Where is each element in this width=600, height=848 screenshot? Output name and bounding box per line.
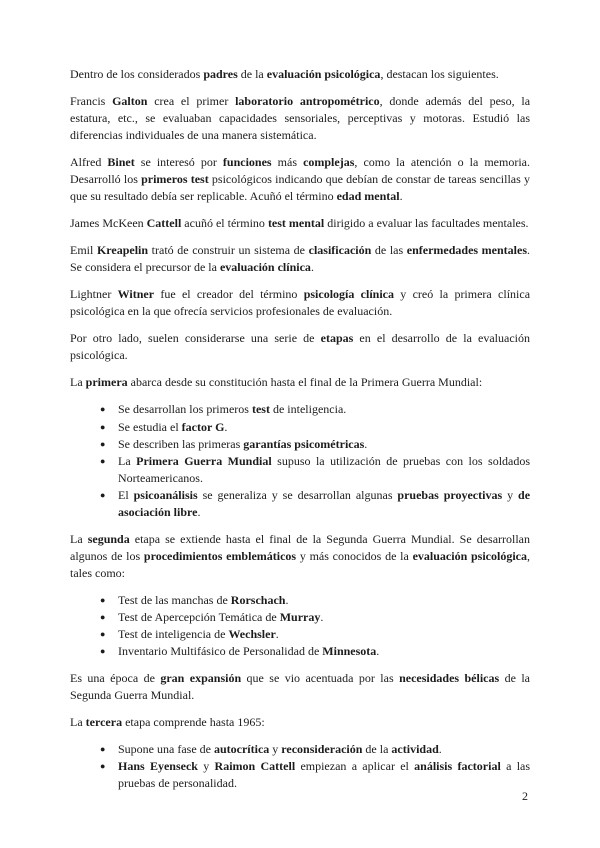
bullet-item	[118, 487, 530, 521]
text: . Se considera el precursor de la	[70, 243, 531, 275]
bold-text: Rorschach	[230, 592, 286, 607]
bold-text: procedimientos emblemáticos	[143, 548, 297, 563]
text: más	[271, 155, 304, 170]
text: Por otro lado, suelen considerarse una serie de	[70, 331, 321, 346]
bold-text: pruebas proyectivas	[397, 487, 503, 502]
text: Dentro de los considerados	[70, 67, 204, 81]
paragraph	[70, 215, 530, 232]
text: de la	[362, 742, 392, 756]
bold-text: necesidades bélicas	[399, 670, 500, 685]
paragraph	[70, 531, 530, 582]
bold-text: gran expansión	[160, 670, 242, 685]
text: .	[364, 436, 368, 451]
text: Supone una fase de	[118, 742, 214, 756]
paragraph	[70, 66, 530, 83]
text: .	[399, 189, 403, 204]
text: que se vio acentuada por las	[241, 670, 400, 685]
text: .	[320, 609, 324, 624]
bold-text: reconsideración	[281, 742, 363, 756]
text: Es una época de	[70, 670, 161, 685]
text: supuso la utilización de pruebas con los soldados Norteamericanos.	[118, 453, 531, 485]
text: Francis	[70, 94, 113, 109]
text: .	[275, 626, 279, 641]
text: de inteligencia.	[269, 402, 347, 417]
text: Se describen las primeras	[118, 436, 244, 451]
text: .	[224, 419, 228, 434]
text: Test de las manchas de	[118, 592, 231, 607]
bullet-item	[118, 453, 530, 487]
paragraph	[70, 93, 530, 144]
bullet-item	[118, 741, 530, 758]
text: y	[269, 742, 282, 756]
bold-text: edad mental	[336, 189, 400, 204]
bold-text: actividad	[391, 742, 439, 756]
text: en el desarrollo de la evaluación psicológica.	[70, 331, 530, 363]
text: El	[118, 487, 134, 502]
bold-text: psicoanálisis	[133, 487, 198, 502]
bold-text: test mental	[267, 216, 325, 231]
bold-text: Primera Guerra Mundial	[136, 453, 272, 468]
bold-text: evaluación psicológica	[266, 67, 381, 81]
bold-text: tercera	[85, 714, 123, 729]
text: .	[197, 504, 201, 519]
paragraph	[70, 154, 530, 205]
text: psicológicos indicando que debían de constar de tareas sencillas y que su resultado debía ser replicable. Acuñó el término	[70, 172, 531, 204]
bold-text: garantías psicométricas	[243, 436, 365, 451]
text: , como la atención o la memoria. Desarrolló los	[70, 155, 530, 187]
bold-text: Binet	[107, 155, 135, 170]
bullet-item	[118, 626, 530, 643]
text: se generaliza y se desarrollan algunas	[197, 487, 398, 502]
text: fue el creador del término	[154, 287, 304, 302]
text: de la	[237, 67, 267, 81]
bold-text: autocrítica	[213, 742, 270, 756]
text: .	[438, 742, 442, 756]
text: crea el primer	[147, 94, 236, 109]
bold-text: laboratorio antropométrico	[235, 94, 380, 109]
text: James McKeen	[70, 216, 147, 231]
bold-text: funciones	[222, 155, 272, 170]
paragraph	[70, 286, 530, 320]
text: La	[70, 531, 88, 546]
bold-text: primeros test	[141, 172, 209, 187]
text: se interesó por	[134, 155, 223, 170]
text: y	[197, 759, 215, 774]
bold-text: Raimon Cattell	[214, 759, 296, 774]
bold-text: Galton	[112, 94, 148, 109]
bold-text: Cattell	[146, 216, 182, 231]
bold-text: de asociación libre	[118, 487, 531, 519]
text: de las	[371, 243, 407, 258]
bold-text: segunda	[87, 531, 130, 546]
text: Emil	[70, 243, 97, 258]
paragraph	[70, 714, 530, 731]
text: acuñó el término	[181, 216, 268, 231]
bold-text: test	[251, 402, 270, 417]
bold-text: evaluación psicológica	[412, 548, 527, 563]
bullet-item	[118, 436, 530, 453]
bold-text: Murray	[279, 609, 321, 624]
text: .	[376, 643, 380, 658]
bold-text: complejas	[303, 155, 355, 170]
page-number: 2	[522, 789, 528, 803]
bold-text: factor G	[181, 419, 225, 434]
text: a las pruebas de personalidad.	[118, 759, 531, 791]
text: , donde además del peso, la estatura, etc., se evaluaban capacidades sensoriales, perceptivas y motoras. Estudió las diferencias individuales de una manera sistemática.	[70, 94, 531, 143]
text: Se desarrollan los primeros	[118, 402, 252, 417]
bold-text: primera	[85, 375, 128, 390]
bold-text: Witner	[117, 287, 155, 302]
text: , destacan los siguientes.	[380, 67, 499, 81]
bold-text: clasificación	[308, 243, 372, 258]
bold-text: etapas	[320, 331, 354, 346]
paragraph	[70, 330, 530, 364]
bold-text: Kreapelin	[96, 243, 149, 258]
text: Test de Apercepción Temática de	[118, 609, 280, 624]
text: Alfred	[70, 155, 108, 170]
bullet-item	[118, 592, 530, 609]
text: Inventario Multifásico de Personalidad de	[118, 643, 323, 658]
paragraph	[70, 670, 530, 704]
text: empiezan a aplicar el	[295, 759, 415, 774]
text: Se estudia el	[118, 419, 182, 434]
text: Test de inteligencia de	[118, 626, 229, 641]
text: y más conocidos de la	[296, 548, 413, 563]
text: de la Segunda Guerra Mundial.	[70, 670, 530, 702]
text: etapa se extiende hasta el final de la Segunda Guerra Mundial. Se desarrollan algunos de los	[70, 531, 531, 563]
bullet-item	[118, 758, 530, 792]
text: La	[118, 453, 137, 468]
document-body	[70, 66, 530, 792]
bold-text: Wechsler	[228, 626, 276, 641]
bullet-list	[70, 592, 530, 660]
text: Lightner	[70, 287, 118, 302]
text: , tales como:	[70, 548, 530, 580]
bullet-item	[118, 401, 530, 418]
bullet-item	[118, 609, 530, 626]
bullet-list	[70, 401, 530, 520]
text: abarca desde su constitución hasta el final de la Primera Guerra Mundial:	[127, 375, 483, 390]
bullet-item	[118, 643, 530, 660]
bold-text: Minnesota	[322, 643, 377, 658]
text: y	[502, 487, 519, 502]
bold-text: padres	[203, 67, 238, 81]
paragraph	[70, 242, 530, 276]
bold-text: enfermedades mentales	[406, 243, 528, 258]
text: trató de construir un sistema de	[148, 243, 309, 258]
text: .	[310, 260, 314, 275]
bold-text: análisis factorial	[414, 759, 501, 774]
bullet-item	[118, 419, 530, 436]
text: .	[285, 592, 289, 607]
text: dirigido a evaluar las facultades mentales.	[324, 216, 529, 231]
bold-text: evaluación clínica	[219, 260, 311, 275]
bold-text: psicología clínica	[303, 287, 394, 302]
text: La	[70, 714, 86, 729]
bullet-list	[70, 741, 530, 792]
text: etapa comprende hasta 1965:	[122, 714, 265, 729]
text: y creó la primera clínica psicológica en la que ofrecía servicios profesionales de evaluación.	[70, 287, 531, 319]
text: La	[70, 375, 86, 390]
paragraph	[70, 374, 530, 391]
bold-text: Hans Eyenseck	[118, 759, 198, 774]
